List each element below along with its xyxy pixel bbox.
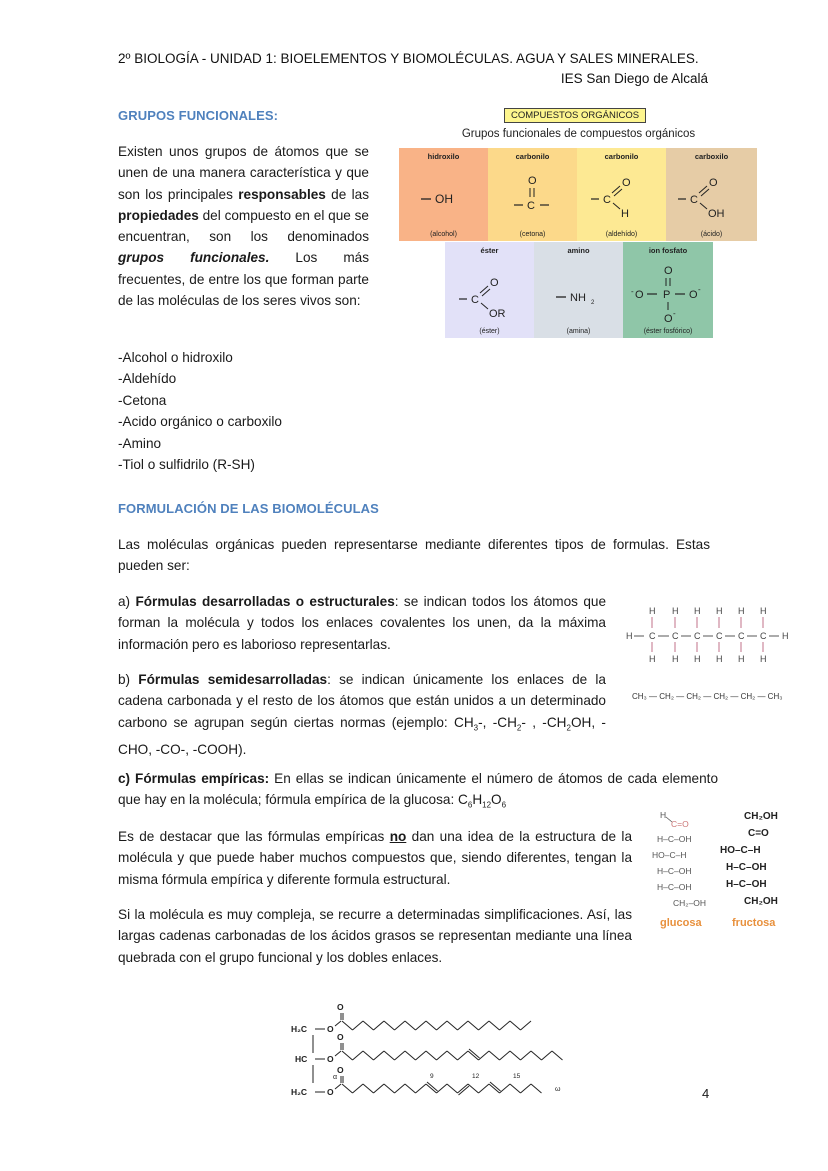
hexane-atom-c: C <box>649 631 656 641</box>
svg-text:O: O <box>622 177 631 189</box>
hexane-atom-h: H <box>738 606 745 616</box>
fructose-structure <box>720 811 778 907</box>
alpha-label: α <box>333 1074 338 1081</box>
glucosa-label: glucosa <box>660 917 702 929</box>
chain-bond <box>521 1084 532 1093</box>
hydroxyl-structure-icon <box>399 148 488 241</box>
carbonyl-oxygen: O <box>337 1002 344 1012</box>
svg-text:C=O: C=O <box>748 828 769 839</box>
svg-text:H–C–OH: H–C–OH <box>726 879 767 890</box>
hexane-atom-h: H <box>760 654 767 662</box>
svg-text:O: O <box>490 277 499 289</box>
group-cell-carbonilo-aldehido: carbonilo C O H (aldehído) <box>577 148 666 241</box>
chain-bond <box>510 1051 521 1060</box>
chain-bond <box>500 1051 511 1060</box>
svg-text:-: - <box>631 287 634 296</box>
chain-bond <box>384 1021 395 1030</box>
chain-bond <box>416 1051 427 1060</box>
group-cell-ester: éster C O OR (éster) <box>445 242 534 338</box>
chain-bond <box>374 1051 385 1060</box>
figure-badge: COMPUESTOS ORGÁNICOS <box>504 108 646 123</box>
glucose-fructose-structures <box>648 805 788 935</box>
carboxyl-structure-icon <box>666 148 757 241</box>
group-cell-carbonilo-cetona: carbonilo O C (cetona) <box>488 148 577 241</box>
position-15-label: 15 <box>513 1073 521 1080</box>
section-title-grupos-funcionales: GRUPOS FUNCIONALES: <box>118 108 279 123</box>
ester-oxygen: O <box>327 1087 334 1097</box>
position-12-label: 12 <box>472 1073 480 1080</box>
hexane-atom-c: C <box>738 631 745 641</box>
chain-bond <box>363 1084 374 1093</box>
hexane-atom-h: H <box>649 606 656 616</box>
svg-text:HO–C–H: HO–C–H <box>652 850 687 860</box>
empiricas-note-paragraph: Es de destacar que las fórmulas empíricas no dan una idea de la estructura de la molécula y que puede haber muchos compuestos que, siendo diferentes, tengan la misma fórmula empírica y diferente formula estructural. <box>118 829 632 887</box>
svg-text:2: 2 <box>591 300 595 306</box>
triglyceride-skeletal-figure <box>285 993 575 1108</box>
svg-text:OR: OR <box>489 308 506 320</box>
chain-bond <box>489 1051 500 1060</box>
hexane-atom-h: H <box>716 606 723 616</box>
chain-bond <box>458 1051 469 1060</box>
svg-text:OH: OH <box>435 192 453 206</box>
amino-structure-icon <box>534 242 623 338</box>
svg-text:CH₂OH: CH₂OH <box>744 896 778 907</box>
hexane-atom-h: H <box>672 606 679 616</box>
chain-bond <box>510 1021 521 1030</box>
chain-bond <box>374 1084 385 1093</box>
document-header-school: IES San Diego de Alcalá <box>560 71 708 86</box>
ester-oxygen: O <box>327 1024 334 1034</box>
chain-bond <box>552 1051 563 1060</box>
page-number: 4 <box>702 1086 710 1101</box>
group-cell-amino: amino NH 2 (amina) <box>534 242 623 338</box>
figure-caption: Grupos funcionales de compuestos orgánicos <box>461 128 696 140</box>
chain-bond <box>521 1021 532 1030</box>
ester-bond <box>335 1021 341 1026</box>
list-item: -Cetona <box>118 392 167 408</box>
svg-text:O: O <box>689 289 698 301</box>
functional-groups-list <box>118 347 282 475</box>
chain-bond <box>395 1051 406 1060</box>
chain-bond <box>405 1051 416 1060</box>
svg-text:H–C–OH: H–C–OH <box>657 834 692 844</box>
chain-bond <box>363 1051 374 1060</box>
phosphate-structure-icon <box>623 242 713 338</box>
chain-bond <box>426 1051 437 1060</box>
formulacion-intro-paragraph: Las moléculas orgánicas pueden representarse mediante diferentes tipos de formulas. Estas pueden ser: <box>118 537 710 574</box>
svg-text:OH: OH <box>708 208 725 220</box>
chain-bond <box>405 1084 416 1093</box>
position-9-label: 9 <box>430 1073 434 1080</box>
list-item: -Aldehído <box>118 371 177 387</box>
svg-text:H–C–OH: H–C–OH <box>657 866 692 876</box>
svg-text:O: O <box>528 175 537 187</box>
hexane-atom-h: H <box>782 631 789 641</box>
chain-bond <box>437 1084 448 1093</box>
hexane-atom-h: H <box>626 631 633 641</box>
h2c-top-label: H₂C <box>291 1024 308 1034</box>
list-item: -Alcohol o hidroxilo <box>118 350 233 365</box>
hexane-atom-h: H <box>694 654 701 662</box>
svg-text:CH₂OH: CH₂OH <box>744 811 778 822</box>
chain-bond <box>468 1021 479 1030</box>
section-title-formulacion: FORMULACIÓN DE LAS BIOMOLÉCULAS <box>118 501 379 516</box>
svg-text:O: O <box>664 313 673 325</box>
formulas-empiricas-paragraph: c) Fórmulas empíricas: En ellas se indican únicamente el número de átomos de cada elemento que hay en la molécula; fórmula empírica de la glucosa: $C_6H_{12}O_6$ <box>118 771 719 811</box>
list-item: -Acido orgánico o carboxilo <box>118 414 282 430</box>
svg-text:-: - <box>698 285 701 294</box>
chain-bond <box>384 1084 395 1093</box>
chain-bond <box>353 1051 364 1060</box>
hexane-atom-h: H <box>672 654 679 662</box>
fructosa-label: fructosa <box>732 917 776 929</box>
chain-bond <box>479 1021 490 1030</box>
functional-groups-figure <box>397 106 760 342</box>
svg-text:C: C <box>690 194 698 206</box>
formulas-semidesarrolladas-paragraph: b) Fórmulas semidesarrolladas: se indican únicamente los enlaces de la cadena carbonada y el resto de los átomos que están unidos a un determinado carbono se agrupan según ciertas normas (ejemplo: $CH_3-$, $-CH_2-$ , $-CH_2OH$, -CHO, -CO-, -COOH). <box>118 672 606 757</box>
formulas-desarrolladas-paragraph: a) Fórmulas desarrolladas o estructurales: se indican todos los átomos que forman la molécula y todos los enlaces covalentes los unen, da la máxima información pero es laborioso representarlas. <box>118 594 607 652</box>
svg-text:O: O <box>664 265 673 277</box>
hexane-atom-h: H <box>760 606 767 616</box>
chain-bond <box>458 1021 469 1030</box>
chain-bond <box>437 1051 448 1060</box>
chain-bond <box>447 1021 458 1030</box>
glucose-structure <box>652 810 706 908</box>
chain-bond <box>405 1021 416 1030</box>
chain-bond <box>395 1084 406 1093</box>
chain-bond <box>468 1084 479 1093</box>
chain-bond <box>363 1021 374 1030</box>
chain-bond <box>542 1051 553 1060</box>
chain-bond <box>500 1084 511 1093</box>
ester-bond <box>335 1051 341 1056</box>
chain-bond <box>353 1021 364 1030</box>
ester-oxygen: O <box>327 1054 334 1064</box>
group-cell-hidroxilo: hidroxilo OH (alcohol) <box>399 148 488 241</box>
svg-text:P: P <box>663 289 671 301</box>
svg-text:O: O <box>709 177 718 189</box>
chain-bond <box>510 1084 521 1093</box>
hexane-semidesarrollada-formula: CH₃ — CH₂ — CH₂ — CH₂ — CH₂ — CH₃ <box>632 692 783 701</box>
chain-bond <box>395 1021 406 1030</box>
hexane-atom-c: C <box>694 631 701 641</box>
group-cell-carboxilo: carboxilo C O OH (ácido) <box>666 148 757 241</box>
svg-text:H–C–OH: H–C–OH <box>726 862 767 873</box>
chain-bond <box>447 1051 458 1060</box>
svg-text:CH₂–OH: CH₂–OH <box>673 898 707 908</box>
hexane-atom-c: C <box>672 631 679 641</box>
list-item: -Amino <box>118 435 162 451</box>
omega-label: ω <box>555 1086 561 1093</box>
chain-bond <box>531 1051 542 1060</box>
hexane-structural-formula-figure <box>622 604 798 662</box>
chain-bond <box>479 1051 490 1060</box>
svg-text:C: C <box>603 194 611 206</box>
group-cell-ion-fosfato: ion fosfato O - O P O - O - (éster fosfórico) <box>623 242 713 338</box>
glucose-fructose-figure <box>648 805 788 935</box>
carbonyl-oxygen: O <box>337 1065 344 1075</box>
chain-bond <box>353 1084 364 1093</box>
chain-bond <box>479 1084 490 1093</box>
chain-bond <box>384 1051 395 1060</box>
carbonyl-oxygen: O <box>337 1032 344 1042</box>
hexane-atom-h: H <box>649 654 656 662</box>
ester-bond <box>335 1084 341 1089</box>
ester-structure-icon <box>445 242 534 338</box>
chain-bond <box>416 1084 427 1093</box>
chain-bond <box>489 1021 500 1030</box>
svg-text:-: - <box>673 309 676 318</box>
document-header-title: 2º BIOLOGÍA - UNIDAD 1: BIOELEMENTOS Y BIOMOLÉCULAS. AGUA Y SALES MINERALES. <box>118 51 699 66</box>
hexane-atom-h: H <box>716 654 723 662</box>
svg-text:H: H <box>660 810 667 820</box>
chain-bond <box>342 1051 353 1060</box>
chain-bond <box>447 1084 458 1093</box>
chain-bond <box>374 1021 385 1030</box>
chain-bond <box>426 1021 437 1030</box>
simplificaciones-paragraph: Si la molécula es muy compleja, se recurre a determinadas simplificaciones. Así, las largas cadenas carbonadas de los ácidos grasos se representan mediante una línea quebrada con el grupo funcional y los dobles enlaces. <box>118 907 632 965</box>
svg-text:C: C <box>527 200 535 212</box>
chain-bond <box>416 1021 427 1030</box>
grupos-intro-paragraph: Existen unos grupos de átomos que se unen de una manera característica y que son los principales responsables de las propiedades del compuesto en el que se encuentran, son los denominados grupos funcionales. Los más frecuentes, de entre los que forman parte de las moléculas de los seres vivos son: <box>118 144 370 309</box>
hexane-atom-c: C <box>716 631 723 641</box>
aldehyde-structure-icon <box>577 148 666 241</box>
svg-text:O: O <box>635 289 644 301</box>
chain-bond <box>500 1021 511 1030</box>
svg-text:H–C–OH: H–C–OH <box>657 882 692 892</box>
chain-bond <box>342 1021 353 1030</box>
chain-bond <box>342 1084 353 1093</box>
chain-bond <box>531 1084 542 1093</box>
h2c-bottom-label: H₂C <box>291 1087 308 1097</box>
svg-text:C=O: C=O <box>671 819 689 829</box>
list-item: -Tiol o sulfidrilo (R-SH) <box>118 457 255 473</box>
hc-label: HC <box>295 1054 308 1064</box>
svg-text:NH: NH <box>570 292 586 304</box>
hexane-atom-h: H <box>694 606 701 616</box>
hexane-atom-h: H <box>738 654 745 662</box>
chain-bond <box>437 1021 448 1030</box>
svg-text:C: C <box>471 294 479 306</box>
hexane-atom-c: C <box>760 631 767 641</box>
chain-bond <box>521 1051 532 1060</box>
svg-text:HO–C–H: HO–C–H <box>720 845 761 856</box>
svg-text:H: H <box>621 208 629 220</box>
ketone-structure-icon <box>488 148 577 241</box>
